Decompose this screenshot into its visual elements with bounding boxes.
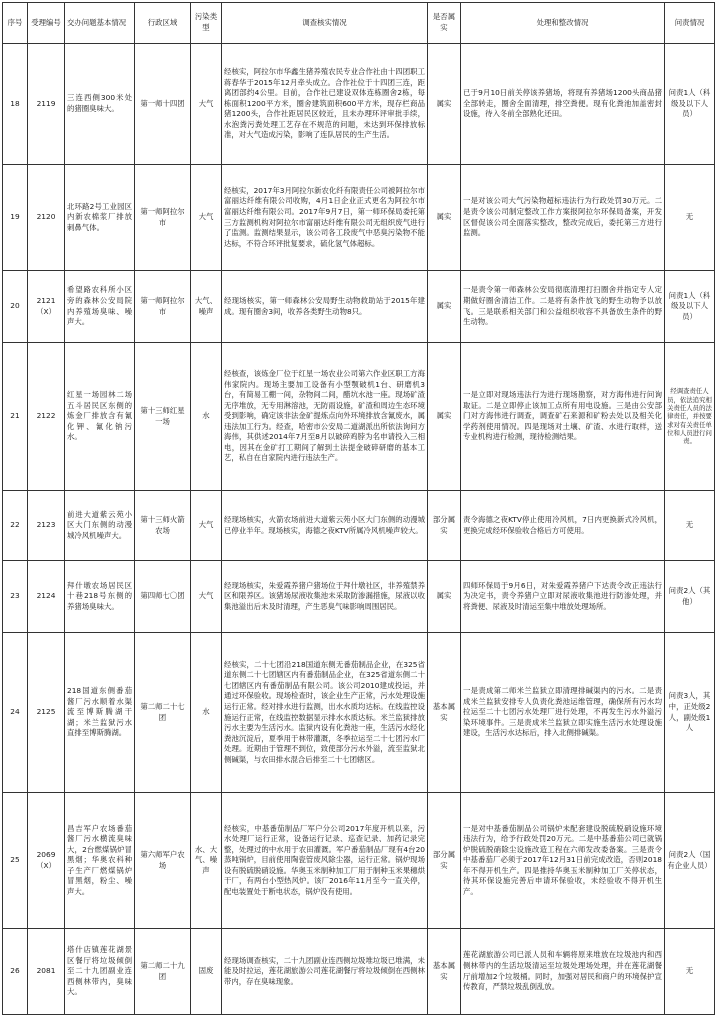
row-verified: 属实 (428, 165, 461, 271)
row-no: 24 (3, 633, 28, 793)
header-accountability: 问责情况 (665, 3, 715, 44)
row-id: 2081 (28, 929, 65, 1015)
row-no: 18 (3, 44, 28, 165)
row-no: 23 (3, 561, 28, 633)
header-row (3, 3, 715, 44)
row-type: 大气 (191, 165, 222, 271)
row-no: 22 (3, 491, 28, 561)
row-region: 第一师十四团 (135, 44, 191, 165)
row-issue: 塔什店镇莲花湖景区餐厅将垃圾倾倒至二十九团副业连西侧林带内，臭味大。 (65, 929, 135, 1015)
row-verified: 属实 (428, 44, 461, 165)
row-investigation: 经核实，二十七团沿218国道东侧无番茄制品企业，在325省道东侧二十七团辖区内有番茄制品企业，在325省道东侧二十七团辖区内有番茄制品有限公司。该公司2010建成投运，并通过环保验收。现场检查时，该企业生产正常，污水处理设施运行正常。经对排水进行监测，出水水质均达标。在线监控设施运行正常，在线监控数据显示排水水质达标。米兰监狱排放污水主要为生活污水。监狱内设有化粪池一座，生活污水经化粪池沉淀后，夏季用于林带灌溉，冬季拉运至二十七团污水厂处理。近期由于管理不到位，致使部分污水外溢，流至监狱北侧碱渠，与农田排水混合后排至二十七团辖区。 (222, 633, 428, 793)
row-type: 大气 (191, 491, 222, 561)
row-accountability: 无 (665, 165, 715, 271)
row-no: 21 (3, 343, 28, 491)
row-type: 水、大气、噪声 (191, 793, 222, 929)
row-type: 大气 (191, 561, 222, 633)
row-verified: 基本属实 (428, 633, 461, 793)
row-id: 2124 (28, 561, 65, 633)
table-row (3, 165, 715, 271)
row-issue: 拜什墩农场居民区十巷218号东侧的养猪场臭味大。 (65, 561, 135, 633)
table-row (3, 271, 715, 343)
row-type: 水 (191, 633, 222, 793)
row-no: 26 (3, 929, 28, 1015)
header-region: 行政区域 (135, 3, 191, 44)
header-investigation: 调查核实情况 (222, 3, 428, 44)
header-no: 序号 (3, 3, 28, 44)
row-region: 第十三师红星一场 (135, 343, 191, 491)
row-region: 第一师阿拉尔市 (135, 271, 191, 343)
row-verified: 属实 (428, 343, 461, 491)
row-region: 第二师二十九团 (135, 929, 191, 1015)
row-type: 大气、噪声 (191, 271, 222, 343)
row-investigation: 经现场核实，第一师森林公安局野生动物救助站于2015年建成。现有圈舍3间，收养各类野生动物8只。 (222, 271, 428, 343)
row-type: 大气 (191, 44, 222, 165)
table-row (3, 44, 715, 165)
table-row (3, 561, 715, 633)
row-issue: 昌吉军户农场番茄酱厂污水横流臭味大，2台燃煤锅炉冒黑烟；华奥农科种子生产厂燃煤锅炉冒黑烟，粉尘、噪声大。 (65, 793, 135, 929)
row-issue: 希望路农科所小区旁的森林公安局院内养殖场臭味、噪声大。 (65, 271, 135, 343)
row-handling: 责令海德之夜KTV停止使用冷风机，7日内更换新式冷风机，更换完成经环保验收合格后方可使用。 (461, 491, 665, 561)
row-accountability: 问责3人，其中，正处级2人，副处级1人 (665, 633, 715, 793)
row-accountability: 问责2人（其他） (665, 561, 715, 633)
row-accountability: 问责1人（科级及以下人员） (665, 44, 715, 165)
table-row (3, 929, 715, 1015)
table-row (3, 793, 715, 929)
row-handling: 一是责令第一师森林公安局彻底清理打扫圈舍并指定专人定期做好圈舍清洁工作。二是将有条件放飞的野生动物予以放飞。三是联系相关部门和公益组织收容不具备放生条件的野生动物。 (461, 271, 665, 343)
row-region: 第四师七〇团 (135, 561, 191, 633)
row-handling: 一是对中基番茄制品公司锅炉未配套建设脱硫脱硝设施环境违法行为，给予行政处罚20万元。二是中基番茄公司已就锅炉脱硫脱硝除尘设施改造工程在六师发改委备案。三是责令中基番茄厂必须于2017年12月31日前完成改造，否则2018年不得开机生产。四是推持华奥玉米制种加工厂关停状态，待其环保设施完善后申请环保验收，未经验收不得开机生产。 (461, 793, 665, 929)
row-verified: 部分属实 (428, 491, 461, 561)
row-investigation: 经现场核实，火箭农场前进大道紫云苑小区大门东侧的动漫城已停业半年。现场核实，海德之夜KTV所属冷风机噪声较大。 (222, 491, 428, 561)
row-handling: 一是责成第二师米兰监狱立即清理排碱渠内的污水。二是责成米兰监狱安排专人负责化粪池运维管理，确保所有污水均拉运至二十七团污水处理厂进行处理，不再发生污水外溢污染环境事件。三是责成米兰监狱立即实施生活污水处理设施建设，生活污水达标后，排入北侧排碱渠。 (461, 633, 665, 793)
row-accountability: 问责1人（科级及以下人员） (665, 271, 715, 343)
row-handling: 四师环保局于9月6日，对朱爱霞养猪户下达责令改正违法行为决定书，责令养猪户立即对尿液收集池进行防渗处理，并将粪便、尿液及时清运至集中堆放处理场所。 (461, 561, 665, 633)
row-investigation: 经现场核实，朱爱霞养猪户猪场位于拜什墩社区，非养殖禁养区和限养区。该猪场尿液收集池未采取防渗漏措施，尿液以收集池溢出后未及时清理，产生恶臭气味影响周围居民。 (222, 561, 428, 633)
row-investigation: 经核实，中基番茄制品厂军户分公司2017年度开机以来，污水处理厂运行正常，设备运行记录、巡查记录、加药记录完整，处理过的中水用于农田灌溉。军户番茄制品厂现有4台20蒸吨锅炉，目前使用陶瓷管废风除尘器，运行正常。锅炉现场设有脱硫脱硝设施。华奥玉米制种加工厂用于制种玉米果穗烘干厂，有两台小型热风炉。该厂2016年11月至今一直关停，配电装置处于断电状态，锅炉没有使用。 (222, 793, 428, 929)
row-issue: 红星一场园林二场五斗居民区东侧的炼金厂排放含有氰化钾、氰化钠污水。 (65, 343, 135, 491)
row-investigation: 经核实，2017年3月阿拉尔新农化纤有限责任公司被阿拉尔市富丽达纤维有限公司收购，4月1日企业正式更名为阿拉尔市富丽达纤维有限公司。2017年9月7日，第一师环保局委托第三方监测机构对阿拉尔市富丽达纤维有限公司无组织废气进行了监测。监测结果显示，该公司各工段废气中恶臭污染物不能达标，不符合环评批复要求，硫化氢气体超标。 (222, 165, 428, 271)
row-id: 2120 (28, 165, 65, 271)
row-region: 第六师军户农场 (135, 793, 191, 929)
row-region: 第一师阿拉尔市 (135, 165, 191, 271)
row-accountability: 问责2人（国有企业人员） (665, 793, 715, 929)
row-accountability: 经调查责任人员，依法追究相关责任人员的法律责任，并按要求对有关责任单位和人员进行问责。 (665, 343, 715, 491)
row-investigation: 经核查，该炼金厂位于红星一场农业公司第六作业区职工方海伟家院内。现场主要加工设备有小型颚破机1台、研磨机3台，有简易工棚一间，杂物间二间，醋坑水池一座。现场矿渣无序堆放，无专用淋溶池，无防雨设施，矿渣和周边生态环境受到影响，确定该非法金矿提炼点向外环境排放含氰废水，属违法加工行为。经查，哈密市公安局二道湖派出所依法询问方海伟，其供述2014年7月至8月以破碎鸡脖为名申请投入三相电，因其在金矿打工期间了解到土法提金破碎研磨的基本工艺，私自在自家院内进行违法生产。 (222, 343, 428, 491)
row-issue: 218国道东侧番茄酱厂污水顺着水渠流至博斯腾湖干湖；米兰监狱污水直排至博斯腾湖。 (65, 633, 135, 793)
row-accountability: 无 (665, 929, 715, 1015)
complaint-table (2, 2, 715, 1015)
row-type: 水 (191, 343, 222, 491)
row-id: 2123 (28, 491, 65, 561)
row-handling: 一是立即对现场违法行为进行现场勘察，对方海伟进行问询取证。二是立即停止该加工点所有用电设施。三是由公安部门对方海伟进行调查，调查矿石来源和矿粉去处以及相关化学药剂使用情况。四是现场对土壤、矿渣、水进行取样，送专业机构进行检测，现待检测结果。 (461, 343, 665, 491)
table-row (3, 633, 715, 793)
header-verified: 是否属实 (428, 3, 461, 44)
row-no: 20 (3, 271, 28, 343)
row-handling: 莲花湖旅游公司已派人员和车辆将原来堆放在垃圾池内和西侧林带内的生活垃圾清运至垃圾处理场处理，并在莲花湖餐厅前增加2个垃圾桶。同时，加强对居民和商户的环境保护宣传教育，严禁垃圾乱倒乱放。 (461, 929, 665, 1015)
row-id: 2121（X） (28, 271, 65, 343)
row-region: 第十三师火箭农场 (135, 491, 191, 561)
header-issue: 交办问题基本情况 (65, 3, 135, 44)
row-verified: 属实 (428, 561, 461, 633)
row-no: 19 (3, 165, 28, 271)
row-verified: 基本属实 (428, 929, 461, 1015)
header-id: 受理编号 (28, 3, 65, 44)
row-issue: 三连西侧300米处的猪圈臭味大。 (65, 44, 135, 165)
row-handling: 一是对该公司大气污染物超标违法行为行政处罚30万元。二是责令该公司制定整改工作方案报阿拉尔环保局备案，开发区督促该公司全面落实整改，整改完成后，委托第三方进行监测。 (461, 165, 665, 271)
row-handling: 已于9月10日前关停该养猪场，将现有养猪场1200头商品猪全部转走，圈舍全面清理，排空粪便。现有化粪池加盖密封设施，待入冬前全部熟化还田。 (461, 44, 665, 165)
table-row (3, 343, 715, 491)
row-issue: 前进大道紫云苑小区大门东侧的动漫城冷风机噪声大。 (65, 491, 135, 561)
row-type: 固废 (191, 929, 222, 1015)
row-id: 2125 (28, 633, 65, 793)
row-investigation: 经核实，阿拉尔市华鑫生猪养殖农民专业合作社由十四团职工蒋春华于2015年12月牵头成立。合作社位于十四团三连，距离团部约4公里。目前，合作社已建设双体连栋圈舍2栋，每栋面积1200平方米，圈舍建筑面积600平方米，现存栏商品猪1200头，合作社距居民区较近，且未办理环评审批手续，水泡粪污粪处理工艺存在不规范的问题，未达到环保排放标准，对大气造成污染，影响了连队居民的生产生活。 (222, 44, 428, 165)
row-verified: 属实 (428, 271, 461, 343)
row-verified: 部分属实 (428, 793, 461, 929)
row-accountability: 无 (665, 491, 715, 561)
row-region: 第二师二十七团 (135, 633, 191, 793)
row-investigation: 经现场调查核实，二十九团副业连西侧垃圾堆垃圾已堆满，未能及时拉运，莲花湖旅游公司莲花湖餐厅将垃圾倾倒在西侧林带内，存在臭味现象。 (222, 929, 428, 1015)
row-id: 2119 (28, 44, 65, 165)
table-row (3, 491, 715, 561)
header-type: 污染类型 (191, 3, 222, 44)
row-id: 2069（X） (28, 793, 65, 929)
row-issue: 北环路2号工业园区内新农棉浆厂排放刺鼻气体。 (65, 165, 135, 271)
row-no: 25 (3, 793, 28, 929)
row-id: 2122 (28, 343, 65, 491)
header-handling: 处理和整改情况 (461, 3, 665, 44)
